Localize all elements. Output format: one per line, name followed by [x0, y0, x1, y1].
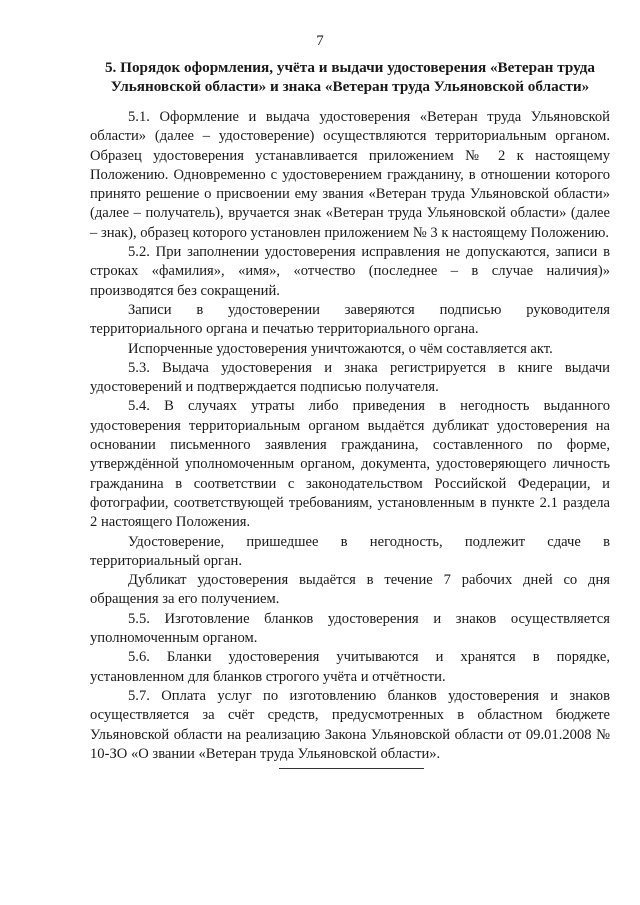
paragraph-records: Записи в удостоверении заверяются подписью руководителя территориального органа и печатью территориального органа. [90, 301, 610, 338]
paragraph-5-6: 5.6. Бланки удостоверения учитываются и хранятся в порядке, установленном для бланков строгого учёта и отчётности. [90, 649, 610, 685]
section-title: 5. Порядок оформления, учёта и выдачи удостоверения «Ветеран труда Ульяновской области» и знака «Ветеран труда Ульяновской области» [104, 59, 596, 95]
paragraph-5-3: 5.3. Выдача удостоверения и знака регистрируется в книге выдачи удостоверений и подтверждается подписью получателя. [90, 359, 610, 396]
paragraph-unusable: Удостоверение, пришедшее в негодность, подлежит сдаче в территориальный орган. [90, 533, 610, 569]
paragraph-5-7: 5.7. Оплата услуг по изготовлению бланков удостоверения и знаков осуществляется за счёт средств, предусмотренных в областном бюджете Ульяновской области на реализацию Закона Ульяновской области от 09.01.2008 № 10-ЗО «О звании «Ветеран труда Ульяновской области». [90, 687, 610, 762]
paragraph-5-2: 5.2. При заполнении удостоверения исправления не допускаются, записи в строках «фамилия», «имя», «отчество (последнее – в случае наличия)» производятся без сокращений. [90, 244, 610, 299]
paragraph-5-5: 5.5. Изготовление бланков удостоверения и знаков осуществляется уполномоченным органом. [90, 610, 610, 647]
paragraph-spoiled: Испорченные удостоверения уничтожаются, о чём составляется акт. [128, 340, 553, 357]
end-divider [279, 768, 424, 769]
paragraph-5-4: 5.4. В случаях утраты либо приведения в негодность выданного удостоверения территориальным органом выдаётся дубликат удостоверения на основании письменного заявления гражданина, составленного по форме, утверждённой уполномоченным органом, документа, удостоверяющего личность гражданина в соответствии с законодательством Российской Федерации, и фотографии, соответствующей требованиям, установленным в пункте 2.1 раздела 2 настоящего Положения. [90, 398, 610, 531]
paragraph-duplicate: Дубликат удостоверения выдаётся в течение 7 рабочих дней со дня обращения за его получением. [90, 572, 610, 608]
page-number: 7 [316, 33, 324, 49]
paragraph-5-1: 5.1. Оформление и выдача удостоверения «Ветеран труда Ульяновской области» (далее – удостоверение) осуществляются территориальным органом. Образец удостоверения устанавливается приложением № 2 к настоящему Положению. Одновременно с удостоверением гражданину, в отношении которого принято решение о присвоении ему звания «Ветеран труда Ульяновской области» (далее – получатель), вручается знак «Ветеран труда Ульяновской области» (далее – знак), образец которого установлен приложением № 3 к настоящему Положению. [90, 109, 610, 241]
section-body [90, 108, 610, 764]
